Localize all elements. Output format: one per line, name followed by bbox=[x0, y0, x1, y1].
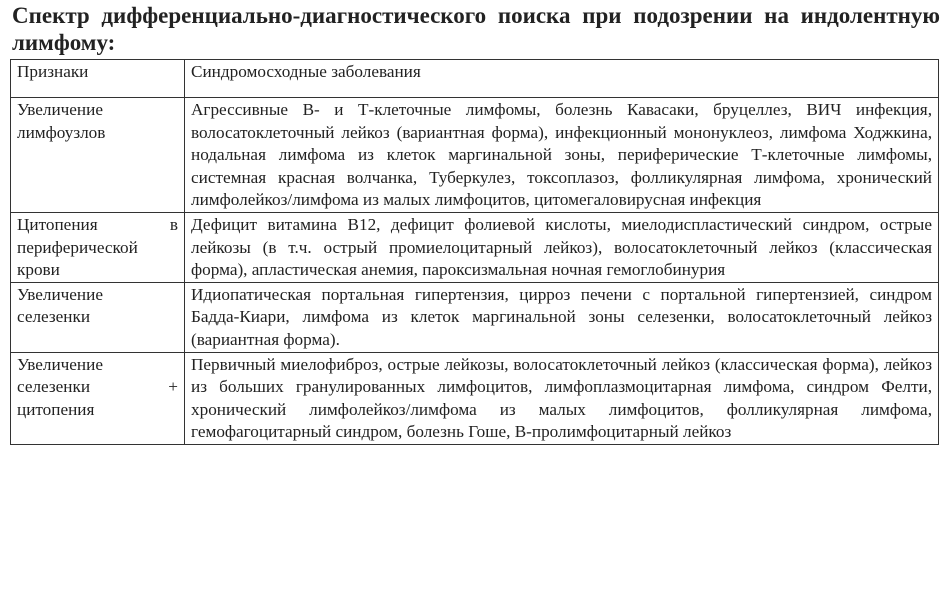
table-row bbox=[11, 98, 939, 213]
diseases-cell: Идиопатическая портальная гипертензия, цирроз печени с портальной гипертензией, синдром Бадда-Киари, лимфома из клеток маргинальной зоны селезенки, волосатоклеточный лейкоз (вариантная форма). bbox=[185, 282, 939, 352]
diseases-cell: Дефицит витамина В12, дефицит фолиевой кислоты, миелодиспластический синдром, острые лейкозы (в т.ч. острый промиелоцитарный лейкоз), волосатоклеточный лейкоз (классическая форма), апластическая анемия, пароксизмальная ночная гемоглобинурия bbox=[185, 212, 939, 282]
column-header-diseases: Синдромосходные заболевания bbox=[185, 60, 939, 98]
diseases-cell: Агрессивные В- и Т-клеточные лимфомы, болезнь Кавасаки, бруцеллез, ВИЧ инфекция, волосатоклеточный лейкоз (вариантная форма), инфекционный мононуклеоз, лимфома Ходжкина, нодальная лимфома из клеток маргинальной зоны, периферические Т-клеточные лимфомы, системная красная волчанка, Туберкулез, токсоплазоз, фолликулярная лимфома, хронический лимфолейкоз/лимфома из малых лимфоцитов, цитомегаловирусная инфекция bbox=[185, 98, 939, 213]
differential-diagnosis-table bbox=[10, 59, 939, 445]
sign-cell: Увеличение селезенки bbox=[11, 282, 185, 352]
page-title: Спектр дифференциально-диагностического поиска при подозрении на индолентную лимфому: bbox=[12, 3, 940, 55]
table-row bbox=[11, 282, 939, 352]
table-row bbox=[11, 352, 939, 444]
column-header-signs: Признаки bbox=[11, 60, 185, 98]
sign-cell: Цитопения в периферической крови bbox=[11, 212, 185, 282]
diseases-cell: Первичный миелофиброз, острые лейкозы, волосатоклеточный лейкоз (классическая форма), лейкоз из больших гранулированных лимфоцитов, лимфоплазмоцитарная лимфома, синдром Фелти, хронический лимфолейкоз/лимфома из малых лимфоцитов, фолликулярная лимфома, гемофагоцитарный синдром, болезнь Гоше, В-пролимфоцитарный лейкоз bbox=[185, 352, 939, 444]
table-row bbox=[11, 212, 939, 282]
sign-cell: Увеличение селезенки + цитопения bbox=[11, 352, 185, 444]
table-header-row bbox=[11, 60, 939, 98]
sign-cell: Увеличение лимфоузлов bbox=[11, 98, 185, 213]
